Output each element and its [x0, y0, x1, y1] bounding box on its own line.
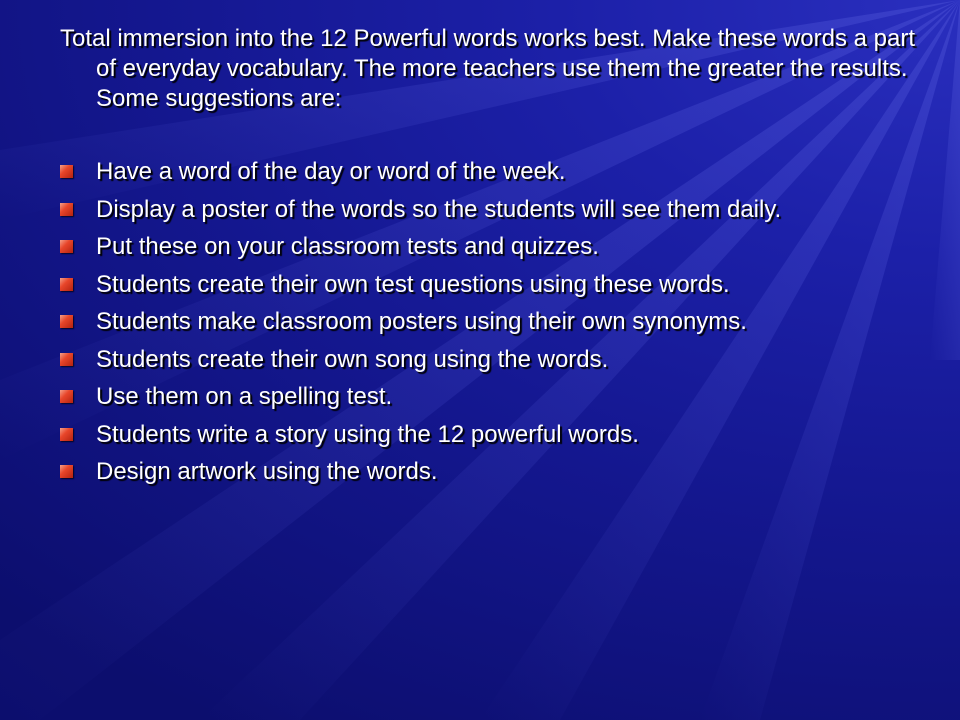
list-item — [60, 457, 920, 487]
square-bullet-icon — [60, 390, 73, 403]
list-item — [60, 307, 920, 337]
list-item — [60, 157, 920, 187]
square-bullet-icon — [60, 203, 73, 216]
list-item-text: Students create their own song using the words. — [96, 345, 609, 373]
square-bullet-icon — [60, 353, 73, 366]
list-item-text: Students create their own test questions using these words. — [96, 270, 730, 298]
list-item-text: Put these on your classroom tests and quizzes. — [96, 233, 599, 260]
list-item — [60, 232, 920, 262]
square-bullet-icon — [60, 428, 73, 441]
list-item — [60, 270, 920, 300]
list-item-text: Students make classroom posters using their own synonyms. — [96, 308, 747, 335]
suggestion-list — [60, 157, 920, 487]
square-bullet-icon — [60, 278, 73, 291]
list-item-text: Have a word of the day or word of the week. — [96, 158, 566, 185]
list-item-text: Use them on a spelling test. — [96, 383, 393, 410]
slide-content — [60, 24, 920, 495]
square-bullet-icon — [60, 165, 73, 178]
list-item — [60, 195, 920, 225]
list-item-text: Design artwork using the words. — [96, 458, 438, 485]
square-bullet-icon — [60, 315, 73, 328]
list-item — [60, 420, 920, 450]
list-item — [60, 382, 920, 412]
list-item — [60, 345, 920, 375]
square-bullet-icon — [60, 465, 73, 478]
intro-paragraph: Total immersion into the 12 Powerful words works best. Make these words a part of everyday vocabulary. The more teachers use them the greater the results. Some suggestions are: — [60, 25, 916, 112]
list-item-text: Display a poster of the words so the students will see them daily. — [96, 195, 782, 223]
square-bullet-icon — [60, 240, 73, 253]
list-item-text: Students write a story using the 12 powerful words. — [96, 420, 639, 448]
